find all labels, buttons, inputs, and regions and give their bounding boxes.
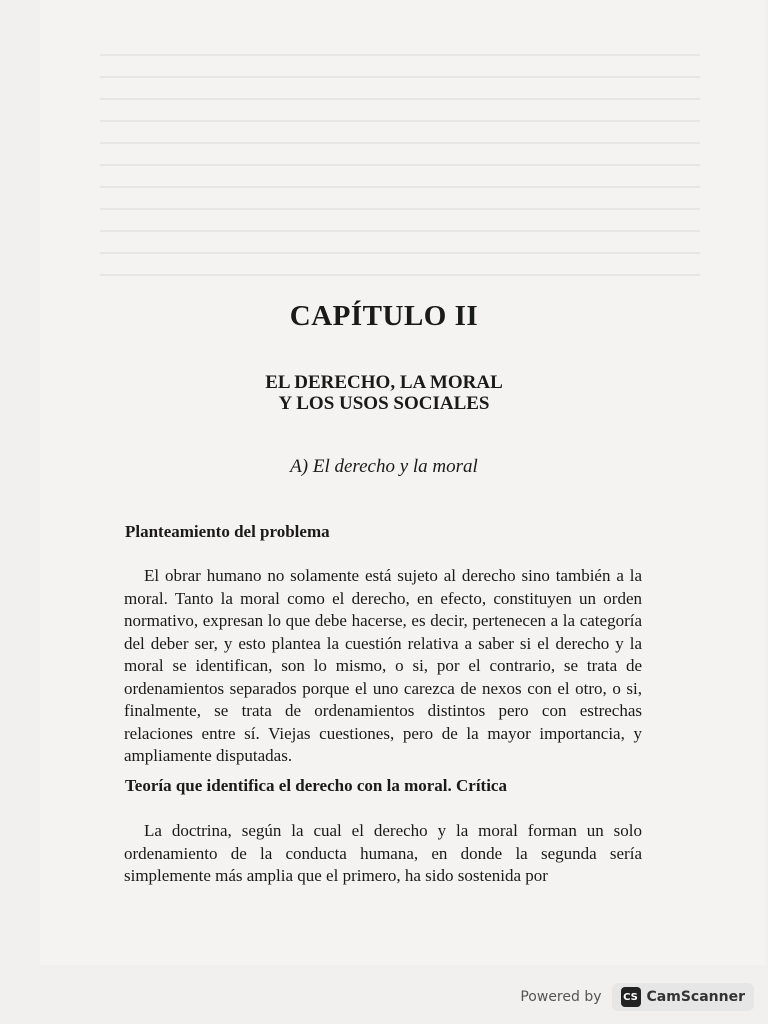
camscanner-logo-icon: CS <box>621 987 641 1007</box>
camscanner-watermark <box>520 980 754 1014</box>
section-heading-2: Teoría que identifica el derecho con la moral. Crítica <box>125 776 507 795</box>
section-heading-1: Planteamiento del problema <box>125 522 330 541</box>
paragraph-1 <box>124 565 642 768</box>
bleed-through-text <box>100 40 700 280</box>
chapter-label: CAPÍTULO II <box>289 300 479 332</box>
chapter-title-line2: Y LOS USOS SOCIALES <box>278 393 490 414</box>
powered-by-label: Powered by <box>520 989 602 1005</box>
paragraph-2-text: La doctrina, según la cual el derecho y la moral forman un solo ordenamiento de la conducta humana, en donde la segunda sería simplemente más amplia que el primero, ha sido sostenida por <box>124 821 642 885</box>
chapter-title <box>0 372 768 414</box>
chapter-title-line1: EL DERECHO, LA MORAL <box>265 372 503 393</box>
paragraph-2 <box>124 820 642 888</box>
section-title: A) El derecho y la moral <box>290 456 478 477</box>
paragraph-1-text: El obrar humano no solamente está sujeto al derecho sino también a la moral. Tanto la moral como el derecho, en efecto, constituyen un orden normativo, expresan lo que debe hacerse, es decir, pertenecen a la categoría del deber ser, y esto plantea la cuestión relativa a saber si el derecho y la moral se identifican, son lo mismo, o si, por el contrario, se trata de ordenamientos separados porque el uno carezca de nexos con el otro, o si, finalmente, se trata de ordenamientos distintos pero con estrechas relaciones entre sí. Viejas cuestiones, pero de la mayor importancia, y ampliamente disputadas. <box>124 566 642 765</box>
camscanner-brand: CamScanner <box>646 989 745 1005</box>
camscanner-badge <box>612 983 754 1011</box>
